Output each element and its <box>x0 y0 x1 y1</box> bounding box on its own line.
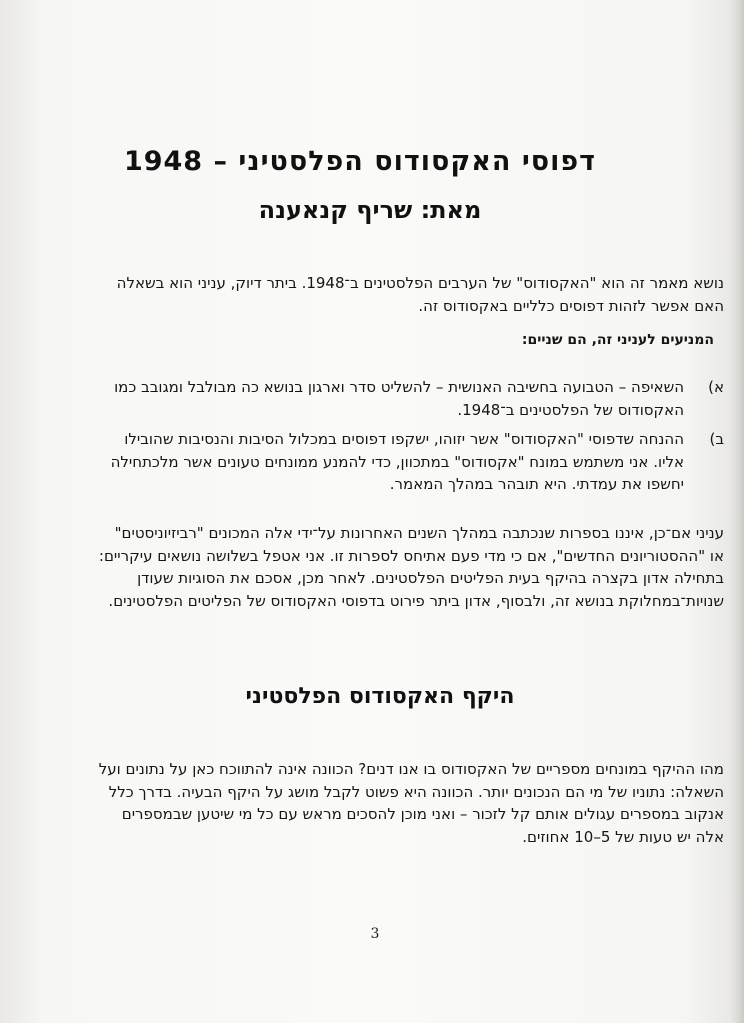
list-item-text: ההנחה שדפוסי "האקסודוס" אשר יזוהו, ישקפו דפוסים במכלול הסיבות והנסיבות שהובילו אליו. אני משתמש במונח "אקסודוס" במתכוון, כדי להמנע ממונחים טעונים אשר מלכתחילה יחשפו את עמדתי. היא תובהר במהלך המאמר. <box>110 430 684 493</box>
list-item-text: השאיפה – הטבועה בחשיבה האנושית – להשליט סדר וארגון בנושא כה מבולבל ומגובב כמו האקסודוס של הפלסטינים ב־1948. <box>114 378 684 419</box>
page-edge-shadow <box>730 0 744 1023</box>
page-number: 3 <box>370 926 380 942</box>
author-line: מאת: שריף קנאענה <box>258 196 482 224</box>
motives-heading: המניעים לעניני זה, הם שניים: <box>521 332 714 348</box>
list-item <box>96 428 724 496</box>
section-heading: היקף האקסודוס הפלסטיני <box>245 684 515 709</box>
list-marker: ב) <box>709 430 724 448</box>
list-marker: א) <box>708 378 724 396</box>
final-paragraph: מהו ההיקף במונחים מספריים של האקסודוס בו אנו דנים? הכוונה אינה להתווכח כאן על נתונים ועל השאלה: נתוניו של מי הם הנכונים יותר. הכוונה היא פשוט לקבל מושג על היקף הבעיה. בדרך כלל אנקוב במספרים עגולים אותם קל לזכור – ואני מוכן להסכים מראש עם כל מי שיטען שבמספרים אלה יש טעות של 5–10 אחוזים. <box>98 760 724 846</box>
list-item <box>96 376 724 421</box>
document-title: דפוסי האקסודוס הפלסטיני – 1948 <box>123 146 597 177</box>
body-paragraph: עניני אם־כן, איננו בספרות שנכתבה במהלך השנים האחרונות על־ידי אלה המכונים "רביזיוניסטים" או "ההסטוריונים החדשים", אם כי מדי פעם אתיחס לספרות זו. אני אטפל בשלושה נושאים עיקריים: בתחילה אדון בקצרה בהיקף בעית הפליטים הפלסטינים. לאחר מכן, אסכם את הסוגיות שעודן שנויות־במחלוקת בנושא זה, ולבסוף, אדון ביתר פירוט בדפוסי האקסודוס של הפליטים הפלסטינים. <box>98 524 724 610</box>
intro-paragraph: נושא מאמר זה הוא "האקסודוס" של הערבים הפלסטינים ב־1948. ביתר דיוק, עניני הוא בשאלה האם אפשר לזהות דפוסים כלליים באקסודוס זה. <box>116 274 724 315</box>
